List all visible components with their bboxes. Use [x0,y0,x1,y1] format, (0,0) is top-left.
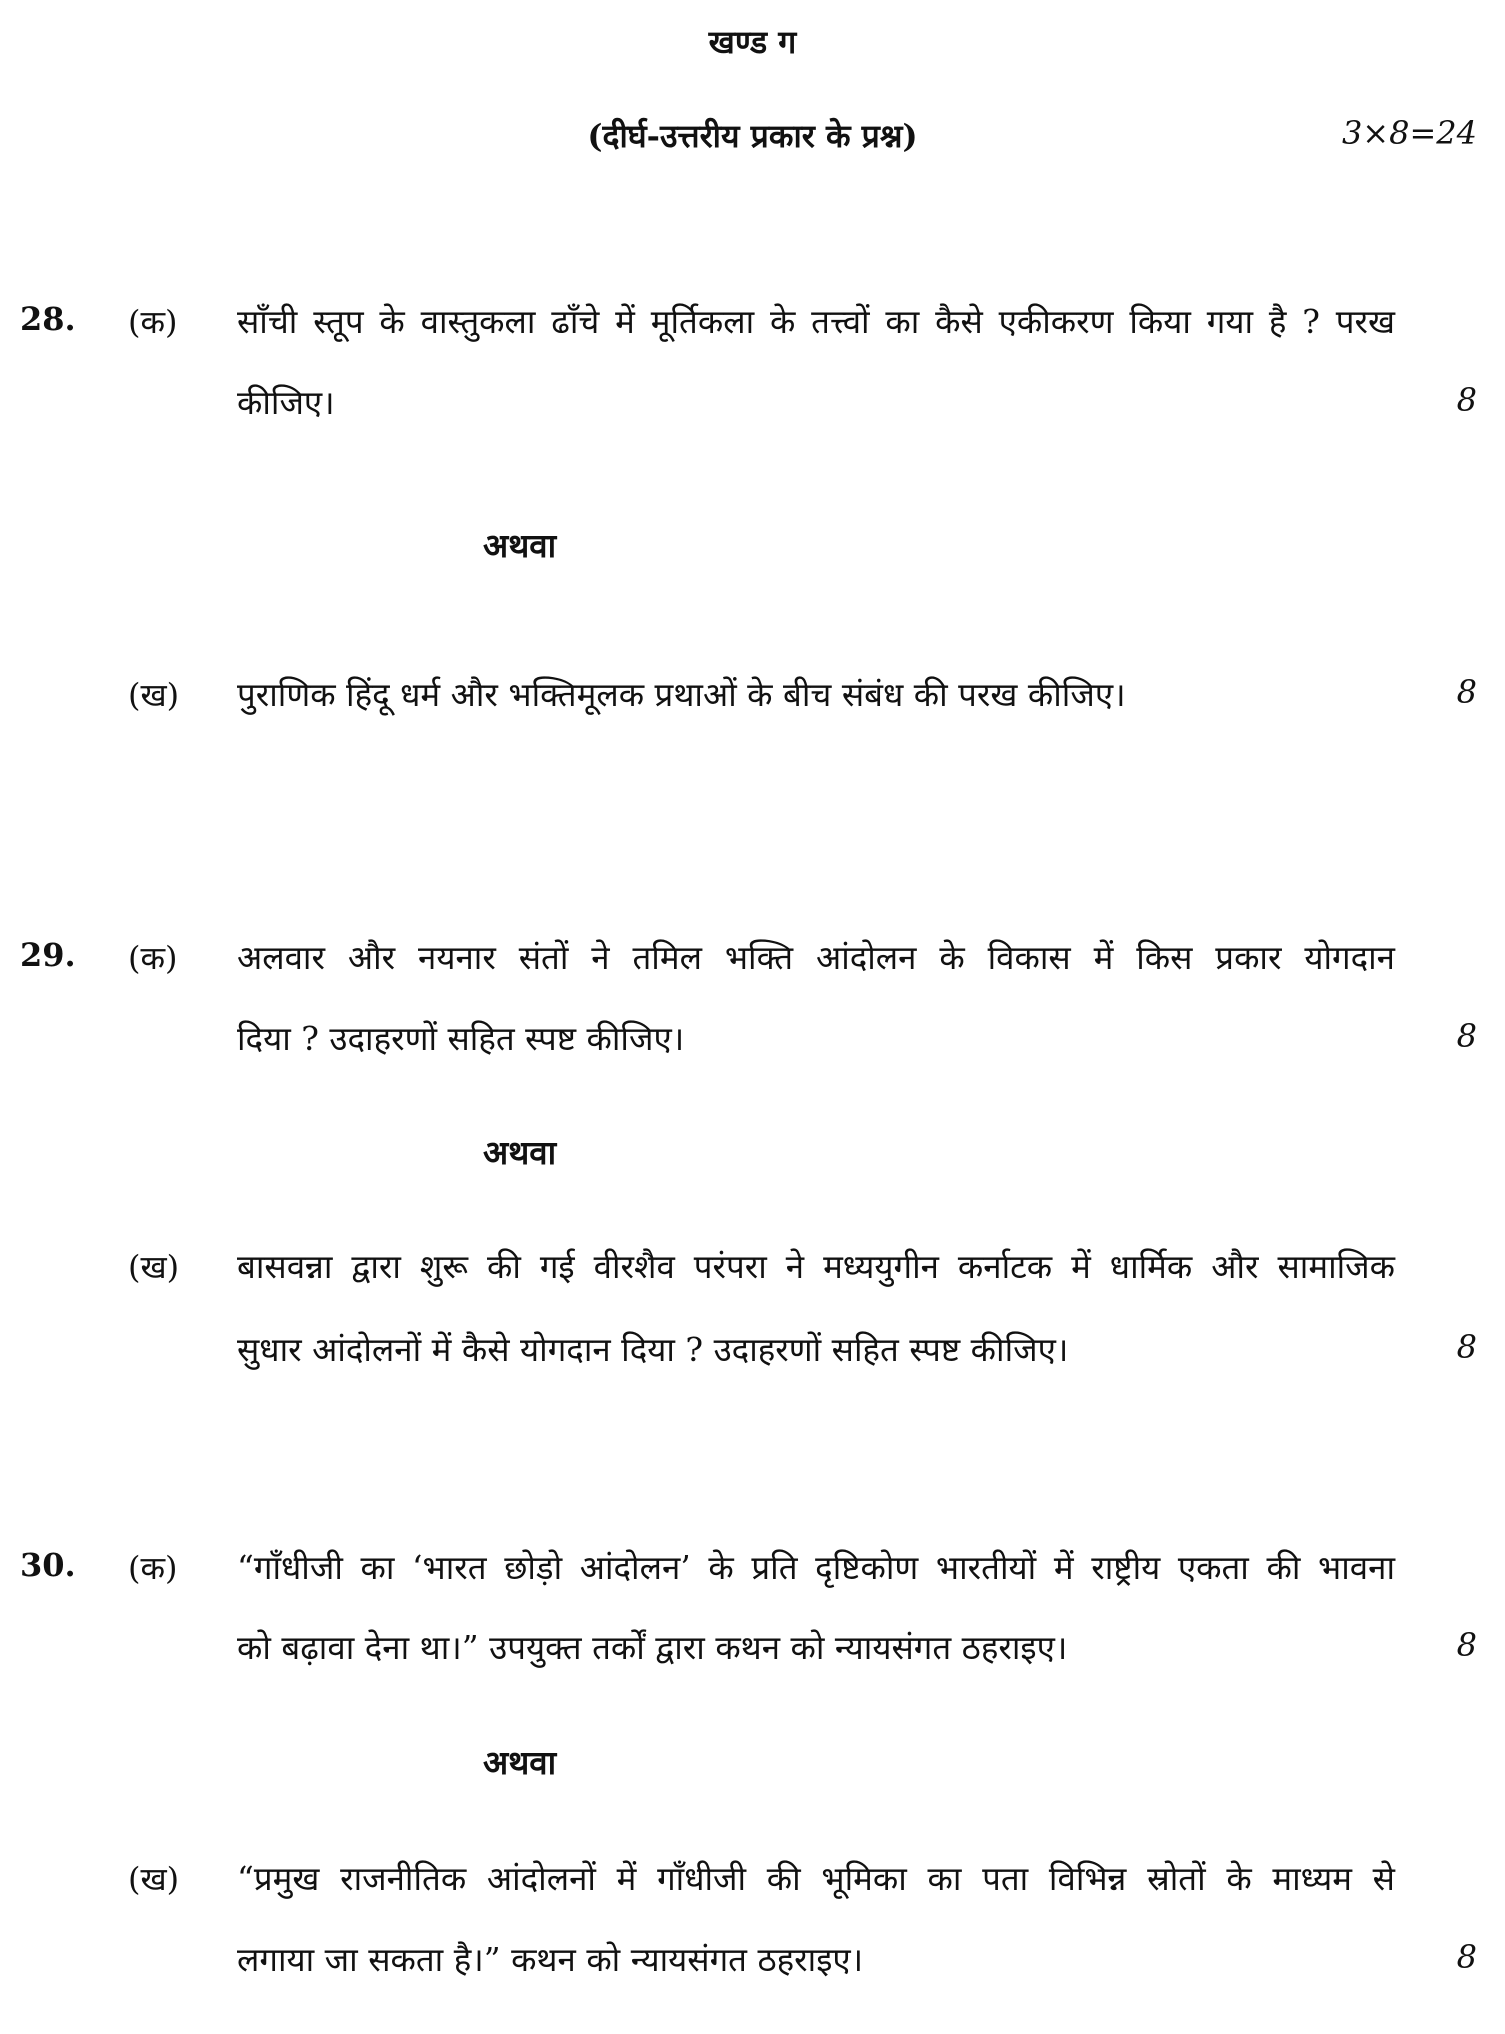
question-text: “गाँधीजी का ‘भारत छोड़ो आंदोलन’ के प्रति दृष्टिकोण भारतीयों में राष्ट्रीय एकता की भावना [237,1548,1395,1587]
question-text: साँची स्तूप के वास्तुकला ढाँचे में मूर्तिकला के तत्त्वों का कैसे एकीकरण किया गया है ? परख [237,302,1395,341]
question-number: 29. [20,936,76,974]
marks: 8 [1456,1328,1477,1366]
or-label: अथवा [483,1133,557,1172]
part-label: (क) [128,939,178,977]
part-label: (क) [128,1549,178,1587]
question-text: कीजिए। [237,383,335,422]
marks: 8 [1456,1626,1477,1664]
marks: 8 [1456,673,1477,711]
question-text: “प्रमुख राजनीतिक आंदोलनों में गाँधीजी की भूमिका का पता विभिन्न स्रोतों के माध्यम से [237,1859,1395,1898]
or-label: अथवा [483,526,557,565]
marks: 8 [1456,1938,1477,1976]
question-text: पुराणिक हिंदू धर्म और भक्तिमूलक प्रथाओं के बीच संबंध की परख कीजिए। [237,675,1126,714]
section-subtitle: (दीर्घ-उत्तरीय प्रकार के प्रश्न) [587,117,918,155]
question-text: लगाया जा सकता है।” कथन को न्यायसंगत ठहराइए। [237,1940,864,1979]
section-title: खण्ड ग [708,23,797,61]
question-text: दिया ? उदाहरणों सहित स्पष्ट कीजिए। [237,1019,685,1058]
part-label: (क) [128,303,178,341]
or-label: अथवा [483,1743,557,1782]
section-total-marks: 3×8=24 [1341,114,1477,152]
question-text: बासवन्ना द्वारा शुरू की गई वीरशैव परंपरा ने मध्ययुगीन कर्नाटक में धार्मिक और सामाजिक [237,1247,1395,1286]
question-text: को बढ़ावा देना था।” उपयुक्त तर्कों द्वारा कथन को न्यायसंगत ठहराइए। [237,1628,1068,1667]
part-label: (ख) [128,1248,180,1286]
marks: 8 [1456,1017,1477,1055]
marks: 8 [1456,381,1477,419]
part-label: (ख) [128,676,180,714]
question-number: 30. [20,1546,76,1584]
part-label: (ख) [128,1860,180,1898]
question-number: 28. [20,300,76,338]
question-text: अलवार और नयनार संतों ने तमिल भक्ति आंदोलन के विकास में किस प्रकार योगदान [237,938,1395,977]
question-text: सुधार आंदोलनों में कैसे योगदान दिया ? उदाहरणों सहित स्पष्ट कीजिए। [237,1330,1069,1369]
